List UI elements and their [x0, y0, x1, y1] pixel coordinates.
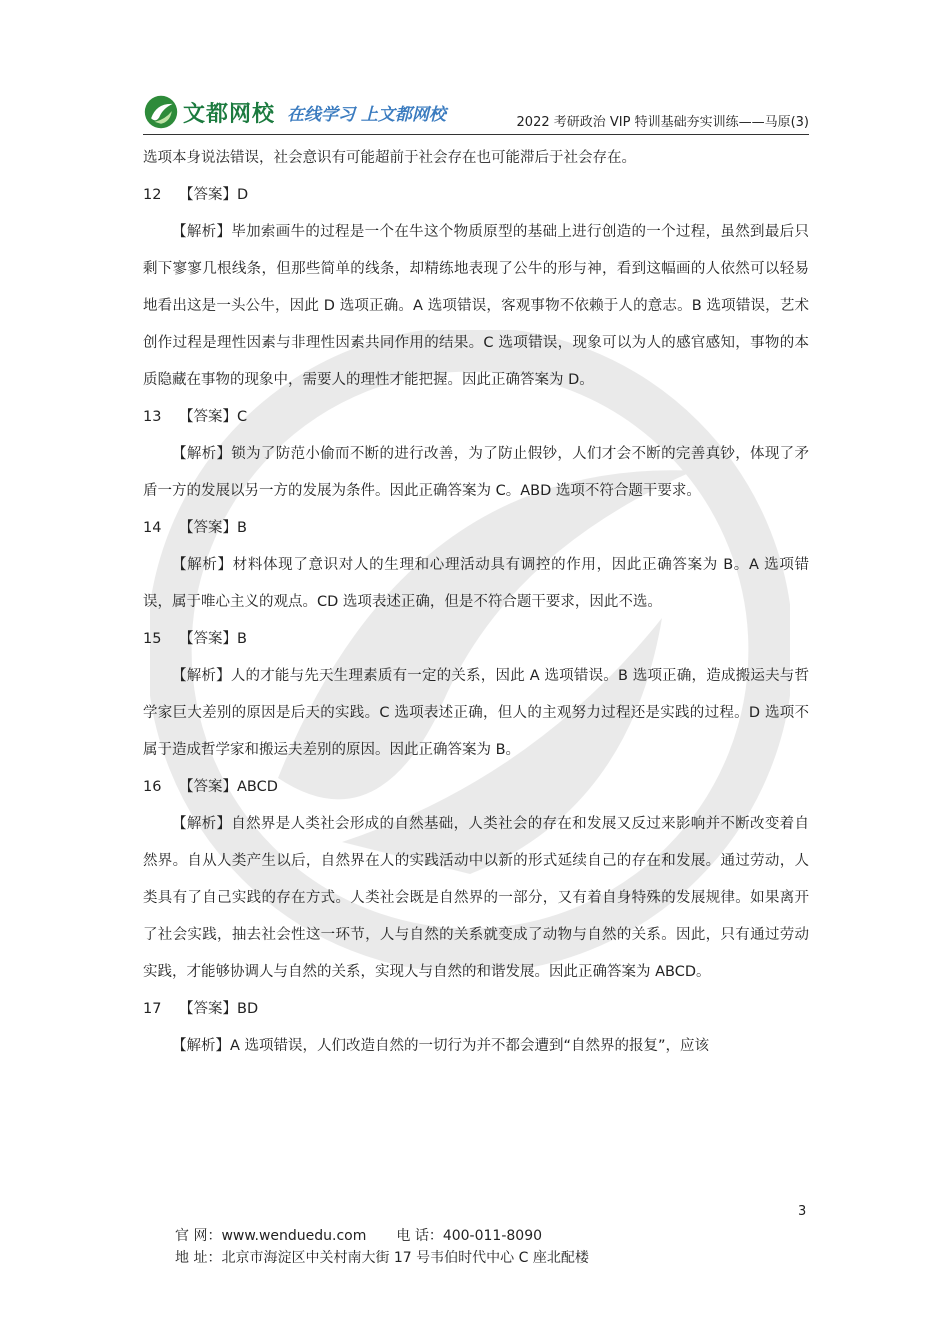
answer-text: 【答案】C [179, 409, 248, 425]
answer-line-14 [143, 510, 809, 547]
explanation-14: 【解析】材料体现了意识对人的生理和心理活动具有调控的作用，因此正确答案为 B。A 选项错误，属于唯心主义的观点。CD 选项表述正确，但是不符合题干要求，因此不选。 [143, 557, 809, 610]
explanation-16: 【解析】自然界是人类社会形成的自然基础，人类社会的存在和发展又反过来影响并不断改变着自然界。自从人类产生以后，自然界在人的实践活动中以新的形式延续自己的存在和发展。通过劳动，人类具有了自己实践的存在方式。人类社会既是自然界的一部分，又有着自身特殊的发展规律。如果离开了社会实践，抽去社会性这一环节，人与自然的关系就变成了动物与自然的关系。因此，只有通过劳动实践，才能够协调人与自然的关系，实现人与自然的和谐发展。因此正确答案为 ABCD。 [143, 816, 809, 980]
logo-icon [143, 94, 179, 130]
document-title: 2022 考研政治 VIP 特训基础夯实训练——马原(3) [516, 115, 809, 130]
brand-name: 文都网校 [183, 101, 276, 127]
answer-line-13 [143, 399, 809, 436]
footer-contact-line [175, 1225, 589, 1247]
question-number: 12 [143, 187, 162, 203]
answer-text: 【答案】ABCD [179, 779, 278, 795]
answer-text: 【答案】B [179, 520, 247, 536]
answer-text: 【答案】D [179, 187, 249, 203]
footer-website: 官 网：www.wenduedu.com [175, 1228, 367, 1244]
answer-text: 【答案】B [179, 631, 247, 647]
question-number: 16 [143, 779, 162, 795]
answer-line-16 [143, 769, 809, 806]
question-number: 13 [143, 409, 162, 425]
answer-line-12 [143, 177, 809, 214]
page-footer [175, 1225, 589, 1269]
document-body [143, 140, 809, 1065]
page-header [143, 90, 809, 135]
brand-slogan: 在线学习 上文都网校 [287, 104, 446, 125]
footer-address: 地 址：北京市海淀区中关村南大街 17 号韦伯时代中心 C 座北配楼 [175, 1250, 589, 1266]
answer-text: 【答案】BD [179, 1001, 259, 1017]
explanation-13: 【解析】锁为了防范小偷而不断的进行改善，为了防止假钞，人们才会不断的完善真钞，体现了矛盾一方的发展以另一方的发展为条件。因此正确答案为 C。ABD 选项不符合题干要求。 [143, 446, 809, 499]
question-number: 15 [143, 631, 162, 647]
intro-line: 选项本身说法错误，社会意识有可能超前于社会存在也可能滞后于社会存在。 [143, 150, 636, 166]
answer-line-15 [143, 621, 809, 658]
answer-line-17 [143, 991, 809, 1028]
footer-phone: 电 话：400-011-8090 [396, 1228, 543, 1244]
explanation-17: 【解析】A 选项错误，人们改造自然的一切行为并不都会遭到“自然界的报复”，应该 [172, 1038, 710, 1054]
question-number: 17 [143, 1001, 162, 1017]
page-number: 3 [798, 1204, 807, 1219]
explanation-15: 【解析】人的才能与先天生理素质有一定的关系，因此 A 选项错误。B 选项正确，造成搬运夫与哲学家巨大差别的原因是后天的实践。C 选项表述正确，但人的主观努力过程还是实践的过程。D 选项不属于造成哲学家和搬运夫差别的原因。因此正确答案为 B。 [143, 668, 809, 758]
question-number: 14 [143, 520, 162, 536]
brand-logo [143, 92, 446, 132]
explanation-12: 【解析】毕加索画牛的过程是一个在牛这个物质原型的基础上进行创造的一个过程，虽然到最后只剩下寥寥几根线条，但那些简单的线条，却精练地表现了公牛的形与神，看到这幅画的人依然可以轻易地看出这是一头公牛，因此 D 选项正确。A 选项错误，客观事物不依赖于人的意志。B 选项错误，艺术创作过程是理性因素与非理性因素共同作用的结果。C 选项错误，现象可以为人的感官感知，事物的本质隐藏在事物的现象中，需要人的理性才能把握。因此正确答案为 D。 [143, 224, 809, 388]
